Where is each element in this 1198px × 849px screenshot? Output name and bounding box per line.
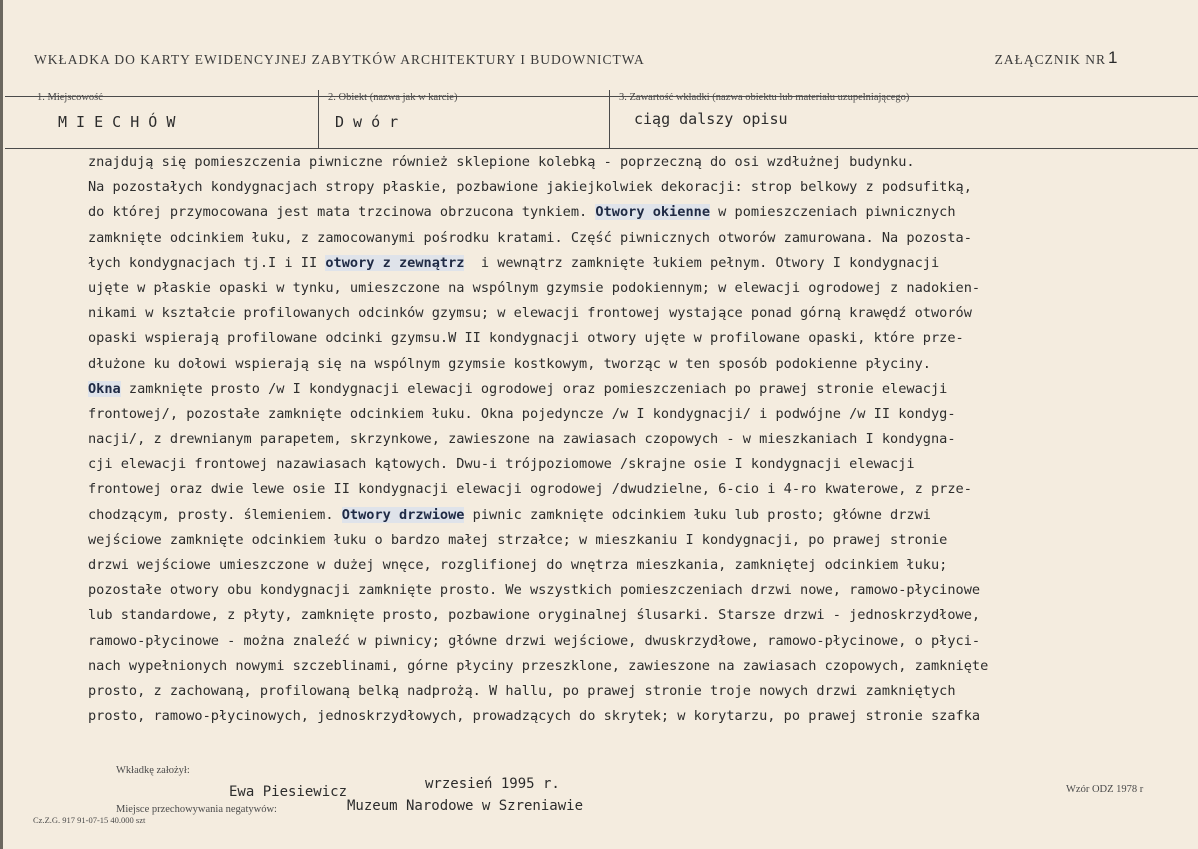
author-name: Ewa Piesiewicz <box>229 784 348 800</box>
text-line: znajdują się pomieszczenia piwniczne również sklepione kolebką - poprzeczną do osi wzdłużnej budynku. <box>88 154 915 170</box>
text-line: frontowej/, pozostałe zamknięte odcinkiem łuku. Okna pojedyncze /w I kondygnacji/ i podwójne /w II kondyg- <box>88 405 956 422</box>
author-label: Wkładkę założył: <box>116 765 190 776</box>
text-line: drzwi wejściowe umieszczone w dużej wnęce, rozglifionej do wnętrza mieszkania, zamkniętej odcinkiem łuku; <box>88 557 948 573</box>
text-line: dłużone ku dołowi wspierają się na wspólnym gzymsie kostkowym, tworząc w ten sposób podokienne płyciny. <box>88 355 931 372</box>
text-line: łych kondygnacjach tj.I i II otwory z zewnątrz i wewnątrz zamknięte łukiem pełnym. Otwory I kondygnacji <box>88 254 940 271</box>
field-divider-2 <box>609 90 610 148</box>
form-code: Wzór ODZ 1978 r <box>1066 784 1144 795</box>
highlighted-term: Otwory okienne <box>595 204 710 221</box>
text-line: Na pozostałych kondygnacjach stropy płaskie, pozbawione jakiejkolwiek dekoracji: strop belkowy z podsufitką, <box>88 179 972 196</box>
text-line: ramowo-płycinowe - można znaleźć w piwnicy; główne drzwi wejściowe, dwuskrzydłowe, ramowo-płycinowe, o płyci- <box>88 632 981 649</box>
text-line: nikami w kształcie profilowanych odcinków gzymsu; w elewacji frontowej wystające ponad górną krawędź otworów <box>88 305 972 322</box>
fields-rule <box>5 148 1198 149</box>
object-label: 2. Obiekt (nazwa jak w karcie) <box>328 92 458 103</box>
negatives-label: Miejsce przechowywania negatywów: <box>116 804 277 815</box>
text-line: wejściowe zamknięte odcinkiem łuku o bardzo małej strzałce; w mieszkaniu I kondygnacji, po prawej stronie <box>88 531 948 548</box>
header-rule <box>5 96 1198 97</box>
text-line: Okna zamknięte prosto /w I kondygnacji elewacji ogrodowej oraz pomieszczeniach po prawej stronie elewacji <box>88 380 948 397</box>
highlighted-term: otwory z zewnątrz <box>325 254 465 271</box>
text-line: lub standardowe, z płyty, zamknięte prosto, pozbawione oryginalnej ślusarki. Starsze drzwi - jednoskrzydłowe, <box>88 607 981 624</box>
author-date: wrzesień 1995 r. <box>425 776 560 792</box>
contents-value: ciąg dalszy opisu <box>634 110 788 128</box>
field-divider-1 <box>318 90 319 148</box>
text-line: prosto, z zachowaną, profilowaną belką nadprożą. W hallu, po prawej stronie troje nowych drzwi zamkniętych <box>88 682 956 699</box>
text-line: chodzącym, prosty. ślemieniem. Otwory drzwiowe piwnic zamknięte odcinkiem łuku lub prosto; główne drzwi <box>88 506 931 523</box>
locality-value: M I E C H Ó W <box>58 113 176 131</box>
description-text <box>88 150 1196 729</box>
contents-label: 3. Zawartość wkładki (nazwa obiektu lub materiału uzupełniającego) <box>619 92 910 103</box>
text-line: nacji/, z drewnianym parapetem, skrzynkowe, zawieszone na zawiasach czopowych - w mieszkaniach I kondygna- <box>88 431 956 448</box>
text-line: frontowej oraz dwie lewe osie II kondygnacji elewacji ogrodowej /dwudzielne, 6-cio i 4-ro kwaterowe, z prze- <box>88 481 972 498</box>
text-line: zamknięte odcinkiem łuku, z zamocowanymi pośrodku kratami. Część piwnicznych otworów zamurowana. Na pozosta- <box>88 229 972 246</box>
text-line: cji elewacji frontowej nazawiasach kątowych. Dwu-i trójpoziomowe /skrajne osie I kondygnacji elewacji <box>88 456 915 473</box>
negatives-place: Muzeum Narodowe w Szreniawie <box>347 798 584 814</box>
form-title: WKŁADKA DO KARTY EWIDENCYJNEJ ZABYTKÓW ARCHITEKTURY I BUDOWNICTWA <box>34 52 645 67</box>
annex-number: 1 <box>1108 48 1118 67</box>
text-line: opaski wspierają profilowane odcinki gzymsu.W II kondygnacji otwory ujęte w profilowane opaski, które prze- <box>88 330 964 347</box>
highlighted-term: Okna <box>88 380 121 397</box>
text-line: do której przymocowana jest mata trzcinowa obrzucona tynkiem. Otwory okienne w pomieszczeniach piwnicznych <box>88 204 956 221</box>
object-value: D w ó r <box>335 113 399 131</box>
text-line: nach wypełnionych nowymi szczeblinami, górne płyciny przeszklone, zawieszone na zawiasach czopowych, zamknięte <box>88 657 989 674</box>
annex-label: ZAŁĄCZNIK NR <box>994 52 1106 67</box>
highlighted-term: Otwory drzwiowe <box>341 506 465 523</box>
text-line: pozostałe otwory obu kondygnacji zamknięte prosto. We wszystkich pomieszczeniach drzwi nowe, ramowo-płycinowe <box>88 582 981 599</box>
text-line: prosto, ramowo-płycinowych, jednoskrzydłowych, prowadzących do skrytek; w korytarzu, po prawej stronie szafka <box>88 708 981 725</box>
locality-label: 1. Miejscowość <box>37 92 103 103</box>
scan-edge <box>0 0 3 849</box>
print-code: Cz.Z.G. 917 91-07-15 40.000 szt <box>33 815 146 825</box>
text-line: ujęte w płaskie opaski w tynku, umieszczone na wspólnym gzymsie podokiennym; w elewacji ogrodowej z nadokien- <box>88 279 981 296</box>
